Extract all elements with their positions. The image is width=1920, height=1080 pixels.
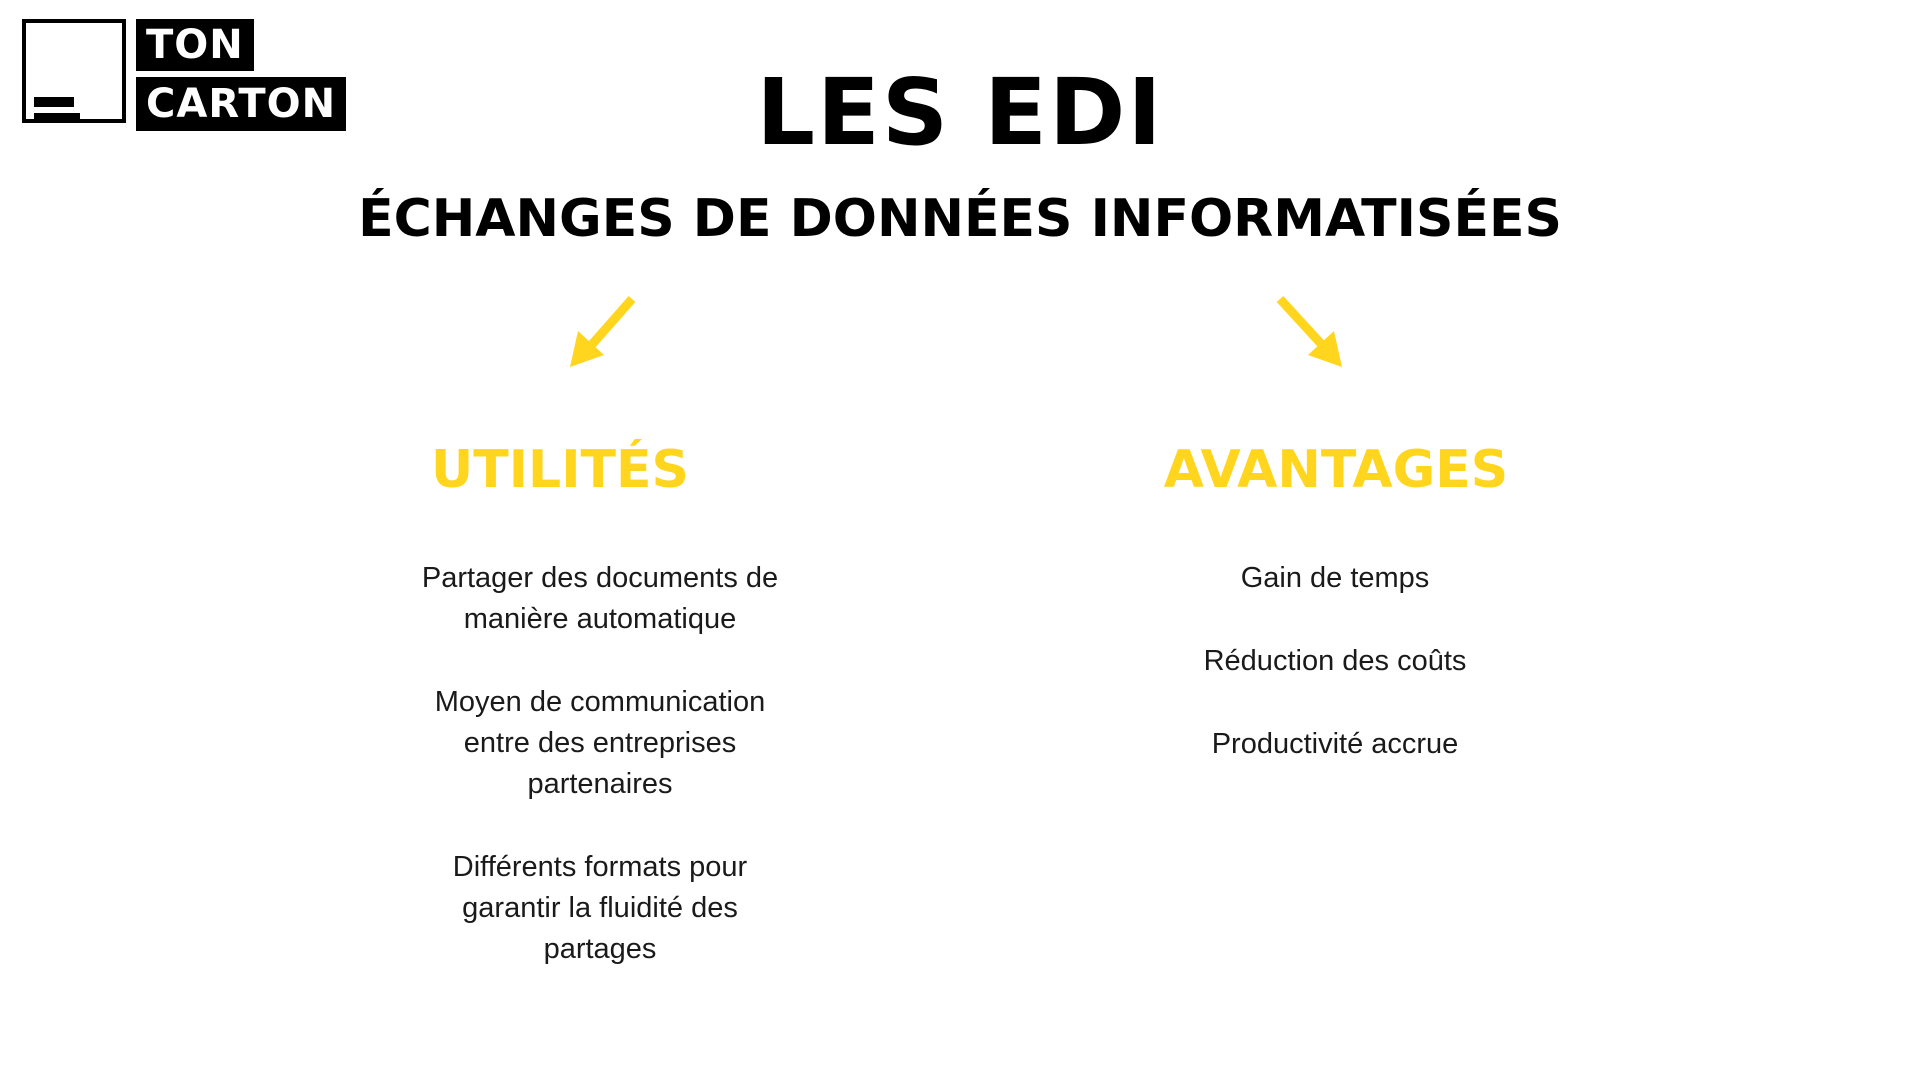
logo-text-carton: CARTON xyxy=(136,77,346,131)
page-title: LES EDI xyxy=(756,59,1164,166)
logo-text-ton: TON xyxy=(136,19,254,71)
arrow-down-right-icon xyxy=(1272,293,1352,373)
list-item: Réduction des coûts xyxy=(1203,645,1467,677)
avantages-list xyxy=(1035,558,1635,807)
list-item: Productivité accrue xyxy=(1211,728,1459,760)
list-item: Partager des documents de manière automatique xyxy=(421,562,779,635)
utilites-list xyxy=(300,558,900,1012)
avantages-heading: AVANTAGES xyxy=(1163,440,1509,500)
list-item: Gain de temps xyxy=(1240,562,1430,594)
list-item: Différents formats pour garantir la fluidité des partages xyxy=(452,851,748,965)
arrow-down-left-icon xyxy=(566,293,646,373)
page-subtitle: ÉCHANGES DE DONNÉES INFORMATISÉES xyxy=(358,189,1562,249)
utilites-heading: UTILITÉS xyxy=(431,440,689,500)
list-item: Moyen de communication entre des entreprises partenaires xyxy=(434,686,766,800)
